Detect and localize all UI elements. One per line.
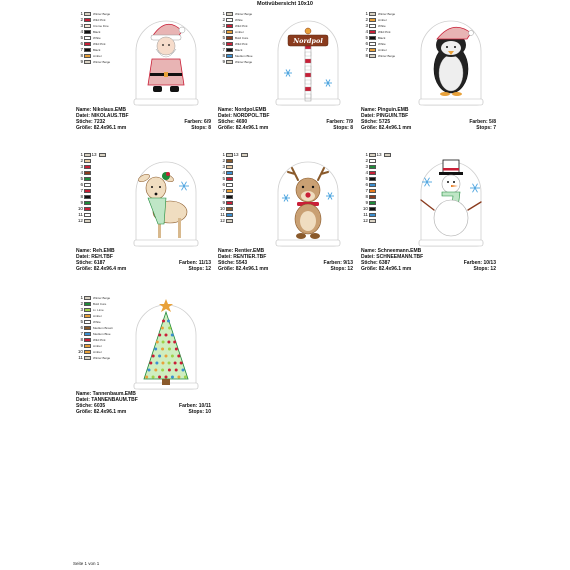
palette-number: 11 bbox=[78, 355, 83, 360]
color-swatch bbox=[369, 30, 376, 35]
palette-number: 1 bbox=[222, 152, 225, 157]
palette-number: 2 bbox=[365, 158, 368, 163]
color-swatch bbox=[369, 183, 376, 188]
color-swatch bbox=[226, 159, 233, 164]
palette-number: 2 bbox=[222, 158, 225, 163]
design-info bbox=[76, 391, 211, 415]
palette-number: 2 bbox=[80, 158, 83, 163]
color-swatch bbox=[84, 213, 91, 218]
color-palette bbox=[218, 152, 262, 224]
color-count: Farben: 9/13 bbox=[323, 260, 353, 266]
design-card bbox=[218, 11, 358, 141]
palette-number: 5 bbox=[80, 176, 83, 181]
design-preview bbox=[268, 152, 348, 248]
file-name: Datei: REH.TBF bbox=[76, 254, 113, 260]
palette-number: 3 bbox=[365, 164, 368, 169]
color-swatch bbox=[84, 159, 91, 164]
palette-number: 4 bbox=[80, 29, 83, 34]
page-footer: Seite 1 von 1 bbox=[73, 561, 100, 566]
thread-name: Amber bbox=[93, 314, 102, 318]
design-preview bbox=[411, 152, 491, 248]
color-swatch bbox=[84, 24, 91, 29]
thread-name: Lt. Lime bbox=[93, 308, 104, 312]
palette-number: 3 bbox=[80, 164, 83, 169]
thread-name: Amber bbox=[93, 350, 102, 354]
palette-number: 8 bbox=[80, 337, 83, 342]
thread-name: Winter Beige bbox=[235, 12, 253, 16]
color-palette bbox=[218, 11, 262, 65]
thread-name: Black bbox=[93, 30, 101, 34]
palette-number: 6 bbox=[222, 182, 225, 187]
palette-number: 1 bbox=[80, 295, 83, 300]
file-name: Datei: RENTIER.TBF bbox=[218, 254, 267, 260]
design-size: Größe: 82.4x96.1 mm bbox=[76, 125, 127, 131]
palette-number: 12 bbox=[77, 218, 83, 223]
palette-number: 7 bbox=[365, 47, 368, 52]
design-size: Größe: 82.4x96.1 mm bbox=[218, 125, 269, 131]
file-name: Datei: PINGUIN.TBF bbox=[361, 113, 409, 119]
color-swatch bbox=[84, 219, 91, 224]
color-swatch bbox=[84, 296, 91, 301]
color-swatch bbox=[84, 201, 91, 206]
color-swatch bbox=[84, 36, 91, 41]
palette-number: 11 bbox=[78, 212, 83, 217]
stop-count: Stops: 8 bbox=[333, 125, 353, 131]
thread-name: Winter Beige bbox=[93, 356, 111, 360]
color-swatch bbox=[226, 36, 233, 41]
color-swatch bbox=[369, 36, 376, 41]
thread-name: Amber bbox=[378, 48, 387, 52]
color-swatch bbox=[369, 18, 376, 23]
design-info bbox=[361, 107, 496, 131]
stitch-count: Stiche: 6387 bbox=[361, 260, 391, 266]
thread-name: Black bbox=[378, 36, 386, 40]
palette-number: 8 bbox=[222, 53, 225, 58]
color-swatch bbox=[226, 183, 233, 188]
color-swatch bbox=[84, 320, 91, 325]
palette-row bbox=[218, 218, 262, 224]
palette-number: 6 bbox=[365, 182, 368, 187]
thread-name: Winter Beige bbox=[378, 12, 396, 16]
color-swatch bbox=[226, 201, 233, 206]
info-row bbox=[76, 266, 211, 272]
stop-count: Stops: 10 bbox=[188, 409, 211, 415]
color-swatch bbox=[369, 171, 376, 176]
palette-number: 7 bbox=[222, 47, 225, 52]
palette-number: 9 bbox=[222, 59, 225, 64]
thread-name: Black bbox=[93, 48, 101, 52]
color-swatch bbox=[369, 48, 376, 53]
design-info bbox=[76, 248, 211, 272]
color-palette bbox=[76, 11, 120, 65]
stitch-count: Stiche: 5725 bbox=[361, 119, 391, 125]
design-info bbox=[76, 107, 211, 131]
stitch-count: Stiche: 4690 bbox=[218, 119, 248, 125]
color-swatch bbox=[369, 153, 376, 158]
color-swatch bbox=[84, 12, 91, 17]
thread-name: Wild Pink bbox=[93, 42, 106, 46]
design-preview bbox=[126, 295, 206, 391]
color-swatch bbox=[84, 302, 91, 307]
color-swatch bbox=[369, 201, 376, 206]
thread-name: Amber bbox=[378, 18, 387, 22]
color-swatch bbox=[226, 171, 233, 176]
color-swatch bbox=[226, 24, 233, 29]
palette-number: 13 bbox=[233, 152, 239, 157]
palette-number: 2 bbox=[80, 17, 83, 22]
palette-number: 4 bbox=[222, 29, 225, 34]
thread-name: Wild Pink bbox=[235, 24, 248, 28]
design-name: Name: Rentier.EMB bbox=[218, 248, 265, 254]
palette-number: 3 bbox=[365, 23, 368, 28]
color-swatch bbox=[84, 356, 91, 361]
color-swatch bbox=[369, 159, 376, 164]
palette-number: 5 bbox=[365, 35, 368, 40]
stop-count: Stops: 12 bbox=[188, 266, 211, 272]
color-swatch bbox=[84, 183, 91, 188]
palette-number: 1 bbox=[80, 11, 83, 16]
color-swatch bbox=[226, 42, 233, 47]
color-swatch bbox=[84, 171, 91, 176]
thread-name: Wild Pink bbox=[93, 338, 106, 342]
color-swatch bbox=[226, 18, 233, 23]
globe-base bbox=[419, 99, 483, 105]
thread-name: Wild Pink bbox=[378, 30, 391, 34]
palette-number: 13 bbox=[91, 152, 97, 157]
palette-number: 3 bbox=[222, 164, 225, 169]
color-swatch bbox=[84, 195, 91, 200]
palette-number: 4 bbox=[365, 170, 368, 175]
palette-number: 10 bbox=[77, 206, 83, 211]
palette-number: 6 bbox=[80, 41, 83, 46]
color-swatch bbox=[226, 219, 233, 224]
info-row bbox=[76, 125, 211, 131]
color-palette bbox=[361, 152, 405, 224]
palette-number: 4 bbox=[80, 313, 83, 318]
info-row bbox=[361, 266, 496, 272]
color-swatch bbox=[84, 165, 91, 170]
color-swatch bbox=[84, 177, 91, 182]
palette-number: 1 bbox=[365, 152, 368, 157]
palette-number: 6 bbox=[80, 182, 83, 187]
palette-number: 7 bbox=[365, 188, 368, 193]
color-swatch bbox=[369, 195, 376, 200]
palette-number: 7 bbox=[80, 331, 83, 336]
color-swatch bbox=[84, 60, 91, 65]
color-swatch bbox=[369, 177, 376, 182]
palette-number: 11 bbox=[363, 212, 368, 217]
palette-number: 4 bbox=[365, 29, 368, 34]
palette-row bbox=[76, 218, 120, 224]
design-info bbox=[218, 248, 353, 272]
palette-number: 8 bbox=[365, 194, 368, 199]
design-card bbox=[218, 152, 358, 282]
color-swatch bbox=[226, 12, 233, 17]
color-count: Farben: 5/8 bbox=[469, 119, 496, 125]
palette-number: 8 bbox=[365, 53, 368, 58]
palette-number: 7 bbox=[80, 47, 83, 52]
color-swatch bbox=[369, 165, 376, 170]
color-swatch bbox=[84, 338, 91, 343]
palette-number: 3 bbox=[222, 23, 225, 28]
palette-number: 7 bbox=[222, 188, 225, 193]
design-card bbox=[76, 11, 216, 141]
thread-name: White bbox=[235, 18, 243, 22]
color-count: Farben: 10/13 bbox=[463, 260, 496, 266]
thread-name: Bold Cure bbox=[235, 36, 249, 40]
palette-number: 9 bbox=[80, 200, 83, 205]
info-row bbox=[76, 409, 211, 415]
palette-number: 10 bbox=[77, 349, 83, 354]
palette-number: 9 bbox=[80, 59, 83, 64]
stop-count: Stops: 8 bbox=[191, 125, 211, 131]
thread-name: Crème Fine bbox=[93, 24, 109, 28]
design-size: Größe: 82.4x96.1 mm bbox=[76, 409, 127, 415]
design-info bbox=[361, 248, 496, 272]
file-name: Datei: NORDPOL.TBF bbox=[218, 113, 270, 119]
color-swatch bbox=[84, 314, 91, 319]
palette-number: 12 bbox=[362, 218, 368, 223]
design-name: Name: Schneemann.EMB bbox=[361, 248, 422, 254]
palette-number: 5 bbox=[80, 35, 83, 40]
palette-number: 4 bbox=[222, 170, 225, 175]
color-swatch bbox=[369, 213, 376, 218]
palette-number: 12 bbox=[219, 218, 225, 223]
palette-row bbox=[361, 218, 405, 224]
thread-name: Amber bbox=[93, 54, 102, 58]
stitch-count: Stiche: 7232 bbox=[76, 119, 106, 125]
info-row bbox=[361, 125, 496, 131]
palette-number: 9 bbox=[222, 200, 225, 205]
thread-name: Winter Beige bbox=[378, 54, 396, 58]
color-count: Farben: 7/9 bbox=[326, 119, 353, 125]
file-name: Datei: SCHNEEMANN.TBF bbox=[361, 254, 424, 260]
color-swatch bbox=[226, 195, 233, 200]
palette-number: 1 bbox=[80, 152, 83, 157]
design-preview bbox=[411, 11, 491, 107]
design-name: Name: Nordpol.EMB bbox=[218, 107, 267, 113]
palette-number: 4 bbox=[80, 170, 83, 175]
file-name: Datei: TANNENBAUM.TBF bbox=[76, 397, 138, 403]
globe-base bbox=[134, 99, 198, 105]
design-preview bbox=[126, 152, 206, 248]
design-size: Größe: 82.4x96.4 mm bbox=[76, 266, 127, 272]
palette-number: 7 bbox=[80, 188, 83, 193]
thread-name: White bbox=[93, 36, 101, 40]
palette-number: 1 bbox=[365, 11, 368, 16]
color-swatch bbox=[226, 153, 233, 158]
design-name: Name: Pinguin.EMB bbox=[361, 107, 409, 113]
color-swatch bbox=[226, 207, 233, 212]
color-swatch bbox=[84, 30, 91, 35]
info-row bbox=[218, 125, 353, 131]
color-swatch bbox=[84, 326, 91, 331]
design-size: Größe: 82.4x96.1 mm bbox=[361, 125, 412, 131]
palette-number: 8 bbox=[80, 53, 83, 58]
thread-name: White bbox=[378, 42, 386, 46]
palette-number: 5 bbox=[365, 176, 368, 181]
color-swatch bbox=[84, 350, 91, 355]
stop-count: Stops: 7 bbox=[476, 125, 496, 131]
color-swatch bbox=[369, 54, 376, 59]
design-preview bbox=[268, 11, 348, 107]
color-swatch bbox=[84, 344, 91, 349]
color-swatch bbox=[84, 153, 91, 158]
thread-name: Amber bbox=[235, 30, 244, 34]
color-swatch bbox=[226, 48, 233, 53]
palette-number: 2 bbox=[80, 301, 83, 306]
color-swatch bbox=[369, 24, 376, 29]
color-swatch bbox=[84, 18, 91, 23]
color-palette bbox=[76, 152, 120, 224]
color-swatch bbox=[226, 177, 233, 182]
sign-text: Nordpol bbox=[293, 37, 323, 45]
color-swatch bbox=[226, 165, 233, 170]
palette-number: 5 bbox=[222, 35, 225, 40]
palette-row bbox=[361, 53, 405, 59]
color-palette bbox=[76, 295, 120, 361]
design-card bbox=[361, 11, 501, 141]
palette-number: 2 bbox=[222, 17, 225, 22]
color-swatch bbox=[226, 60, 233, 65]
color-swatch bbox=[241, 153, 248, 158]
thread-name: Winter Beige bbox=[93, 12, 111, 16]
design-card bbox=[361, 152, 501, 282]
palette-number: 5 bbox=[222, 176, 225, 181]
thread-name: Winter Beige bbox=[93, 60, 111, 64]
palette-number: 3 bbox=[80, 307, 83, 312]
color-swatch bbox=[369, 42, 376, 47]
color-count: Farben: 10/11 bbox=[179, 403, 211, 409]
design-info bbox=[218, 107, 353, 131]
color-swatch bbox=[369, 207, 376, 212]
design-name: Name: Nikolaus.EMB bbox=[76, 107, 127, 113]
design-preview bbox=[126, 11, 206, 107]
color-swatch bbox=[99, 153, 106, 158]
info-row bbox=[218, 266, 353, 272]
stitch-count: Stiche: 6187 bbox=[76, 260, 106, 266]
color-swatch bbox=[226, 213, 233, 218]
color-swatch bbox=[84, 308, 91, 313]
stop-count: Stops: 12 bbox=[330, 266, 353, 272]
color-swatch bbox=[84, 189, 91, 194]
page-title: Motivübersicht 10x10 bbox=[257, 1, 313, 7]
thread-name: Wild Pink bbox=[93, 18, 106, 22]
thread-name: Amber bbox=[93, 344, 102, 348]
color-swatch bbox=[226, 30, 233, 35]
palette-number: 1 bbox=[222, 11, 225, 16]
globe-base bbox=[276, 240, 340, 246]
design-card bbox=[76, 152, 216, 282]
palette-row bbox=[76, 355, 120, 361]
color-swatch bbox=[84, 48, 91, 53]
stop-count: Stops: 12 bbox=[473, 266, 496, 272]
color-swatch bbox=[226, 189, 233, 194]
thread-name: Black bbox=[235, 48, 243, 52]
thread-name: Winter Beige bbox=[93, 296, 111, 300]
color-swatch bbox=[84, 332, 91, 337]
file-name: Datei: NIKOLAUS.TBF bbox=[76, 113, 129, 119]
globe-base bbox=[134, 240, 198, 246]
design-card bbox=[76, 295, 216, 425]
color-swatch bbox=[84, 42, 91, 47]
palette-row bbox=[218, 59, 262, 65]
color-swatch bbox=[84, 54, 91, 59]
palette-number: 3 bbox=[80, 23, 83, 28]
palette-number: 9 bbox=[365, 200, 368, 205]
palette-number: 10 bbox=[219, 206, 225, 211]
palette-number: 11 bbox=[220, 212, 225, 217]
palette-number: 8 bbox=[222, 194, 225, 199]
color-count: Farben: 6/9 bbox=[184, 119, 211, 125]
color-swatch bbox=[226, 54, 233, 59]
color-swatch bbox=[369, 219, 376, 224]
thread-name: Medium Blue bbox=[235, 54, 253, 58]
stitch-count: Stiche: 6035 bbox=[76, 403, 106, 409]
thread-name: Medium Brown bbox=[93, 326, 114, 330]
palette-number: 2 bbox=[365, 17, 368, 22]
color-swatch bbox=[369, 189, 376, 194]
color-swatch bbox=[384, 153, 391, 158]
palette-number: 6 bbox=[365, 41, 368, 46]
palette-row bbox=[76, 59, 120, 65]
color-swatch bbox=[369, 12, 376, 17]
palette-number: 6 bbox=[80, 325, 83, 330]
palette-number: 9 bbox=[80, 343, 83, 348]
palette-number: 10 bbox=[362, 206, 368, 211]
thread-name: Medium Blue bbox=[93, 332, 111, 336]
thread-name: Bold Cure bbox=[93, 302, 107, 306]
thread-name: White bbox=[93, 320, 101, 324]
globe-base bbox=[419, 240, 483, 246]
globe-base bbox=[276, 99, 340, 105]
thread-name: White bbox=[378, 24, 386, 28]
color-palette bbox=[361, 11, 405, 59]
palette-number: 6 bbox=[222, 41, 225, 46]
palette-number: 13 bbox=[376, 152, 382, 157]
design-name: Name: Tannenbaum.EMB bbox=[76, 391, 136, 397]
palette-number: 5 bbox=[80, 319, 83, 324]
design-name: Name: Reh.EMB bbox=[76, 248, 115, 254]
color-count: Farben: 11/13 bbox=[179, 260, 211, 266]
thread-name: Wild Pink bbox=[235, 42, 248, 46]
thread-name: Winter Beige bbox=[235, 60, 253, 64]
design-size: Größe: 82.4x96.1 mm bbox=[361, 266, 412, 272]
color-swatch bbox=[84, 207, 91, 212]
stitch-count: Stiche: 5543 bbox=[218, 260, 248, 266]
palette-number: 8 bbox=[80, 194, 83, 199]
design-size: Größe: 82.4x96.1 mm bbox=[218, 266, 269, 272]
